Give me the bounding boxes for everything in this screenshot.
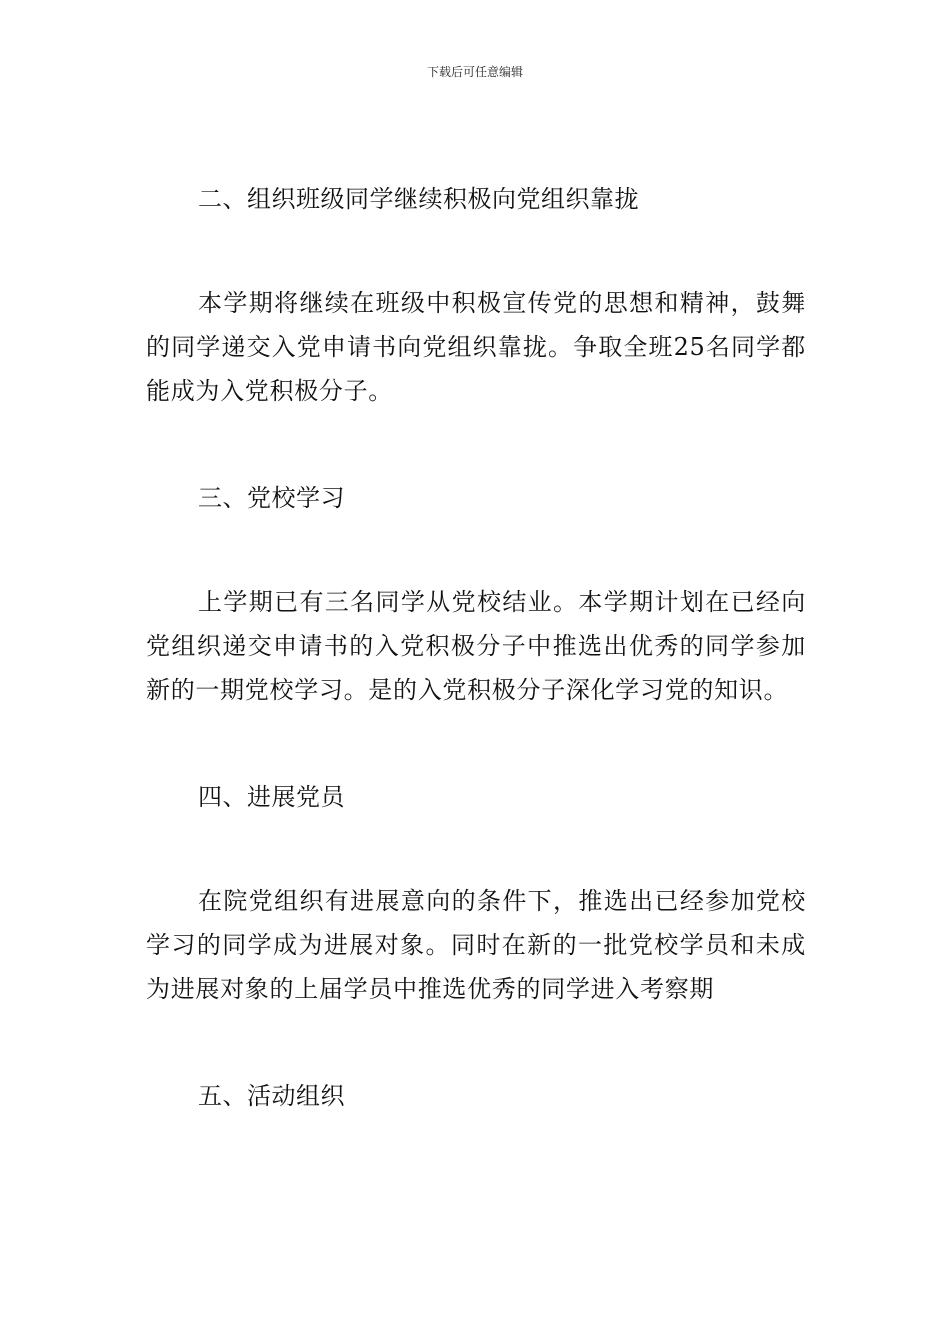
section-paragraph-2: 本学期将继续在班级中积极宣传党的思想和精神，鼓舞的同学递交入党申请书向党组织靠拢。争取全班25名同学都能成为入党积极分子。 [146, 289, 806, 405]
section-heading-5: 五、活动组织 [198, 1082, 345, 1110]
section-heading-2: 二、组织班级同学继续积极向党组织靠拢 [198, 185, 639, 213]
section-paragraph-4: 在院党组织有进展意向的条件下，推选出已经参加党校学习的同学成为进展对象。同时在新的一批党校学员和未成为进展对象的上届学员中推选优秀的同学进入考察期 [146, 887, 806, 1003]
section-paragraph-3: 上学期已有三名同学从党校结业。本学期计划在已经向党组织递交申请书的入党积极分子中推选出优秀的同学参加新的一期党校学习。是的入党积极分子深化学习党的知识。 [146, 588, 806, 704]
document-body [146, 178, 806, 1118]
page-header-note: 下载后可任意编辑 [426, 65, 523, 79]
section-heading-4: 四、进展党员 [198, 783, 345, 811]
section-heading-3: 三、党校学习 [198, 484, 345, 512]
